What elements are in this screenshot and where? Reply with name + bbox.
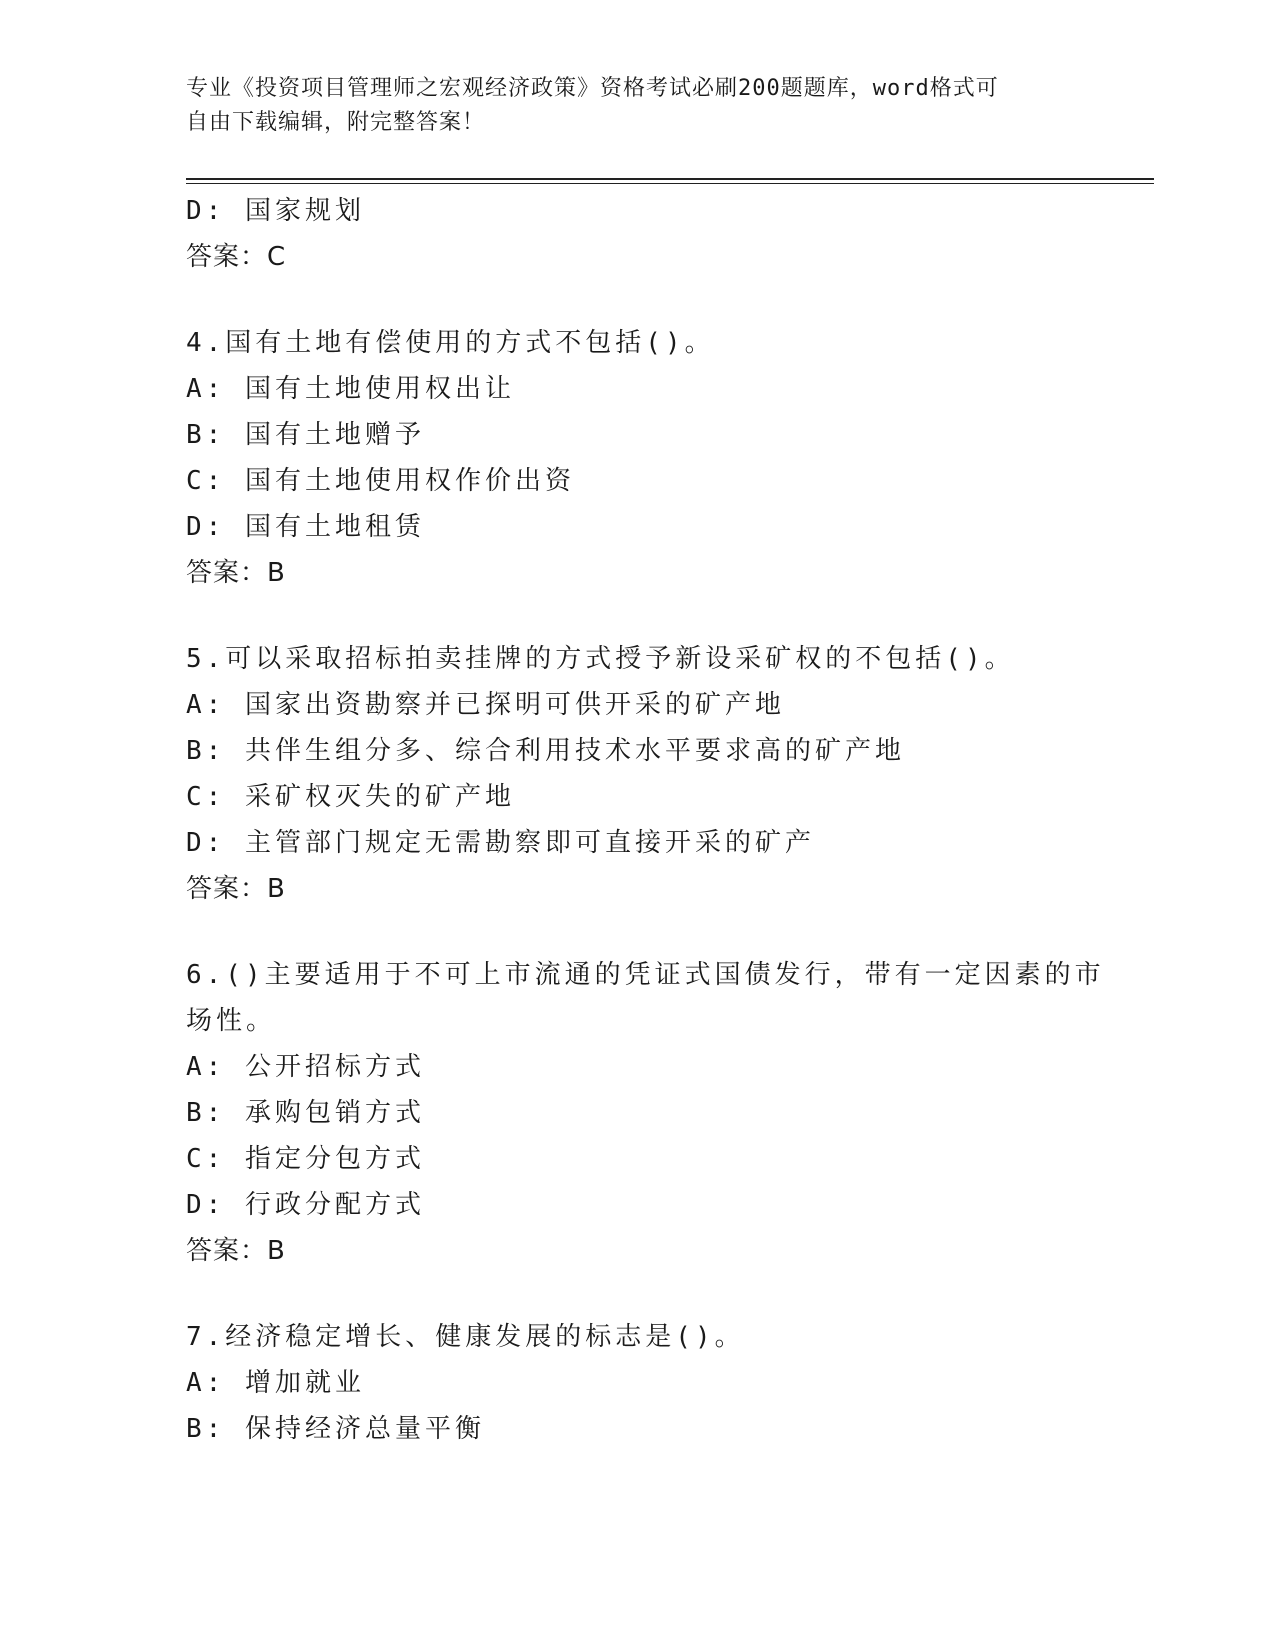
option-c: C: 指定分包方式 [186, 1144, 425, 1174]
question-6 [186, 952, 1105, 1274]
option-c: C: 采矿权灭失的矿产地 [186, 782, 515, 812]
option-c: C: 国有土地使用权作价出资 [186, 466, 575, 496]
answer-line: 答案：B [186, 1236, 286, 1266]
question-stem: 5.可以采取招标拍卖挂牌的方式授予新设采矿权的不包括()。 [186, 644, 1015, 674]
option-b: B: 共伴生组分多、综合利用技术水平要求高的矿产地 [186, 736, 905, 766]
header-line-2: 自由下载编辑，附完整答案！ [186, 110, 486, 135]
question-4 [186, 320, 1086, 596]
question-7 [186, 1314, 1086, 1452]
option-b: B: 保持经济总量平衡 [186, 1414, 485, 1444]
spacer [186, 1274, 1086, 1314]
option-b: B: 国有土地赠予 [186, 420, 425, 450]
spacer [186, 280, 1086, 320]
answer-line: 答案：B [186, 874, 286, 904]
option-d: D: 国家规划 [186, 196, 365, 226]
spacer [186, 912, 1086, 952]
question-list [186, 188, 1105, 1452]
option-a: A: 国有土地使用权出让 [186, 374, 515, 404]
document-header [186, 72, 1066, 140]
option-d: D: 行政分配方式 [186, 1190, 425, 1220]
option-b: B: 承购包销方式 [186, 1098, 425, 1128]
question-stem: 4.国有土地有偿使用的方式不包括()。 [186, 328, 715, 358]
question-stem-line-1: 6.()主要适用于不可上市流通的凭证式国债发行，带有一定因素的市 [186, 960, 1105, 990]
option-d: D: 主管部门规定无需勘察即可直接开采的矿产 [186, 828, 815, 858]
question-stem-line-2: 场性。 [186, 1006, 277, 1036]
option-d: D: 国有土地租赁 [186, 512, 425, 542]
question-5 [186, 636, 1086, 912]
spacer [186, 596, 1086, 636]
question-stem: 7.经济稳定增长、健康发展的标志是()。 [186, 1322, 745, 1352]
answer-line: 答案：B [186, 558, 286, 588]
answer-line: 答案：C [186, 242, 287, 272]
header-divider-thin [186, 183, 1154, 184]
header-divider-thick [186, 178, 1154, 180]
option-a: A: 增加就业 [186, 1368, 365, 1398]
header-line-1: 专业《投资项目管理师之宏观经济政策》资格考试必刷200题题库，word格式可 [186, 76, 999, 101]
option-a: A: 公开招标方式 [186, 1052, 425, 1082]
option-a: A: 国家出资勘察并已探明可供开采的矿产地 [186, 690, 785, 720]
